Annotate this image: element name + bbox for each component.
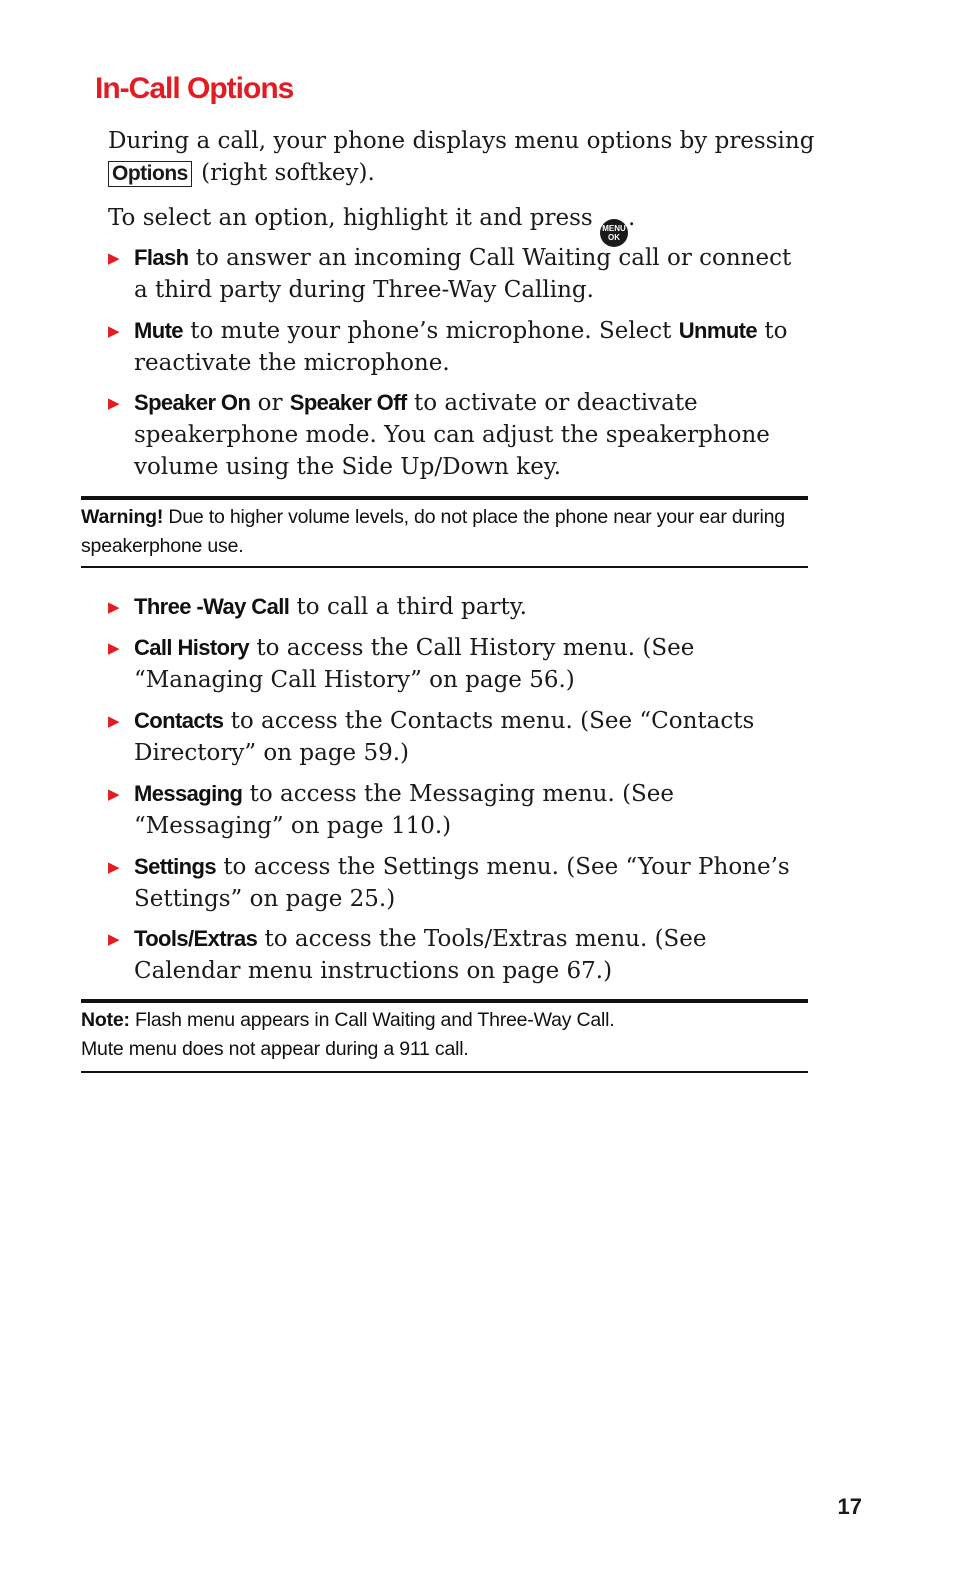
intro-paragraph — [108, 125, 828, 189]
note-bottom-rule — [81, 1071, 808, 1073]
option-item-tools-extras — [108, 923, 798, 987]
intro-suffix: (right softkey). — [201, 160, 375, 186]
option-item-speaker: ▶ Speaker On or Speaker Off to activate or deactivate speakerphone mode. You can adjust the speakerphone volume using the Side Up/Down key. — [108, 387, 798, 483]
warning-label: Warning! — [81, 506, 164, 528]
option-keyword: Call History — [134, 635, 250, 660]
option-item-mute — [108, 315, 798, 379]
warning-bottom-rule — [81, 566, 808, 568]
note-callout — [81, 1006, 808, 1064]
option-description-secondary: to reactivate the microphone. — [134, 318, 788, 376]
option-keyword: Three -Way Call — [134, 594, 290, 619]
option-description: to mute your phone’s microphone. Select — [190, 318, 672, 344]
page-title: In-Call Options — [95, 72, 294, 105]
bullet-arrow-icon: ▶ — [108, 858, 120, 876]
option-keyword: Mute — [134, 318, 183, 343]
options-softkey: Options — [108, 161, 192, 187]
option-item-three-way-call — [108, 591, 798, 623]
bullet-arrow-icon: ▶ — [108, 322, 120, 340]
bullet-arrow-icon: ▶ — [108, 598, 120, 616]
option-item-settings — [108, 851, 798, 915]
option-item-contacts — [108, 705, 798, 769]
option-keyword: Tools/Extras — [134, 926, 258, 951]
bullet-arrow-icon: ▶ — [108, 639, 120, 657]
note-top-rule — [81, 999, 808, 1003]
option-keyword: Settings — [134, 854, 216, 879]
option-keyword-secondary: Unmute — [678, 318, 758, 343]
bullet-arrow-icon: ▶ — [108, 249, 120, 267]
bullet-arrow-icon: ▶ — [108, 785, 120, 803]
bullet-arrow-icon: ▶ — [108, 712, 120, 730]
bullet-arrow-icon: ▶ — [108, 394, 120, 412]
note-line-1: Flash menu appears in Call Waiting and Three-Way Call. — [135, 1009, 615, 1031]
option-keyword-secondary: Speaker Off — [289, 390, 407, 415]
option-description: to access the Tools/Extras menu. (See Calendar menu instructions on page 67.) — [134, 926, 707, 984]
warning-top-rule — [81, 496, 808, 500]
warning-text: Due to higher volume levels, do not place the phone near your ear during speakerphone use. — [81, 506, 785, 557]
option-item-messaging — [108, 778, 798, 842]
bullet-arrow-icon: ▶ — [108, 930, 120, 948]
menu-ok-key-icon: MENU OK — [600, 219, 628, 247]
option-item-call-history — [108, 632, 798, 696]
note-label: Note: — [81, 1009, 130, 1031]
option-keyword: Contacts — [134, 708, 224, 733]
intro-text: During a call, your phone displays menu options by pressing — [108, 128, 815, 154]
option-description: to access the Messaging menu. (See “Messaging” on page 110.) — [134, 781, 675, 839]
option-keyword: Speaker On — [134, 390, 251, 415]
select-instruction: To select an option, highlight it and press MENU OK . — [108, 202, 828, 247]
page-number: 17 — [837, 1494, 862, 1519]
option-keyword: Messaging — [134, 781, 243, 806]
option-description: to activate or deactivate speakerphone mode. You can adjust the speakerphone volume using the Side Up/Down key. — [134, 390, 770, 480]
option-description: to call a third party. — [296, 594, 527, 620]
option-keyword: Flash — [134, 245, 189, 270]
option-description: to access the Settings menu. (See “Your Phone’s Settings” on page 25.) — [134, 854, 790, 912]
option-description: to answer an incoming Call Waiting call or connect a third party during Three-Way Calling. — [134, 245, 792, 303]
option-description: to access the Call History menu. (See “Managing Call History” on page 56.) — [134, 635, 695, 693]
warning-callout — [81, 503, 808, 561]
option-item-flash — [108, 242, 798, 306]
select-text: To select an option, highlight it and press — [108, 205, 593, 231]
option-description: to access the Contacts menu. (See “Contacts Directory” on page 59.) — [134, 708, 755, 766]
note-line-2: Mute menu does not appear during a 911 call. — [81, 1038, 469, 1060]
